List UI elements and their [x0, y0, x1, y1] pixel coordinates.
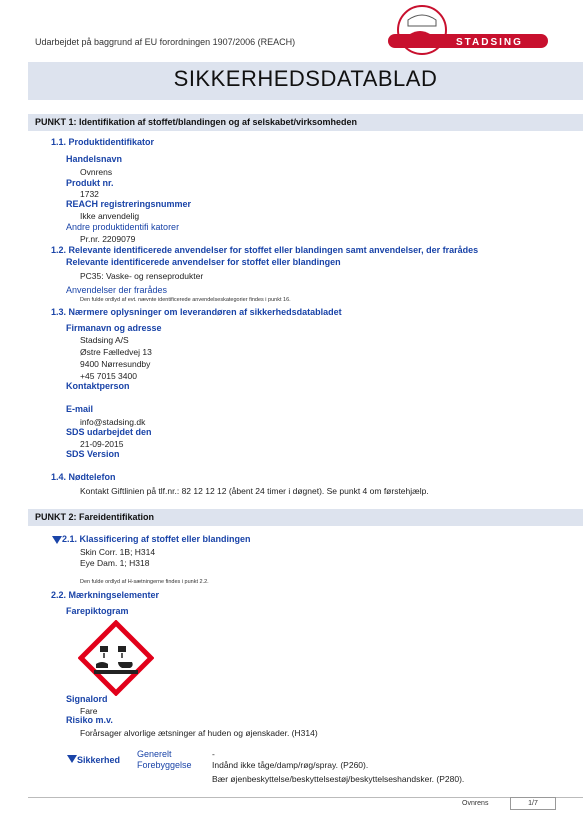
s14-title: 1.4. Nødtelefon [51, 472, 116, 482]
advised-against-label: Anvendelser der frarådes [66, 285, 168, 295]
other-ids-value: Pr.nr. 2209079 [80, 234, 136, 244]
revision-marker-icon [67, 755, 77, 763]
s14-text: Kontakt Giftlinien på tlf.nr.: 82 12 12 12 (åbent 24 timer i døgnet). Se punkt 4 om førstehjælp. [80, 486, 429, 496]
advised-against-note: Den fulde ordlyd af evt. nævnte identificerede anvendelseskategorier findes i punkt 16. [80, 297, 291, 303]
general-label: Generelt [137, 749, 172, 759]
s21-note: Den fulde ordlyd af H-sætningerne findes i punkt 2.2. [80, 579, 209, 585]
page-number: 1/7 [510, 797, 556, 810]
classification-line: Eye Dam. 1; H318 [80, 558, 150, 568]
general-value: - [212, 749, 215, 759]
reach-label: REACH registreringsnummer [66, 199, 192, 209]
reach-value: Ikke anvendelig [80, 211, 140, 221]
corrosive-pictogram-icon [78, 620, 154, 696]
company-line: +45 7015 3400 [80, 371, 137, 381]
prevention-line: Indånd ikke tåge/damp/røg/spray. (P260). [212, 760, 369, 770]
trade-name-label: Handelsnavn [66, 154, 123, 164]
stadsing-logo [380, 4, 550, 56]
other-ids-label: Andre produktidentifi katorer [66, 222, 180, 232]
email-value[interactable]: info@stadsing.dk [80, 417, 146, 427]
footer-product-name: Ovnrens [462, 800, 489, 807]
s12-use: PC35: Vaske- og renseprodukter [80, 271, 204, 281]
product-no-label: Produkt nr. [66, 178, 114, 188]
company-line: Østre Fælledvej 13 [80, 347, 152, 357]
sds-version-label: SDS Version [66, 449, 120, 459]
classification-line: Skin Corr. 1B; H314 [80, 547, 156, 557]
regulation-note: Udarbejdet på baggrund af EU forordningen 1907/2006 (REACH) [35, 37, 296, 47]
s12-subtitle: Relevante identificerede anvendelser for stoffet eller blandingen [66, 257, 341, 267]
trade-name-value: Ovnrens [80, 167, 113, 177]
s21-title: 2.1. Klassificering af stoffet eller blandingen [62, 534, 251, 544]
sds-date-label: SDS udarbejdet den [66, 427, 152, 437]
logo-text: STADSING [456, 37, 523, 48]
s13-title: 1.3. Nærmere oplysninger om leverandøren af sikkerhedsdatabladet [51, 307, 342, 317]
section2-heading: PUNKT 2: Fareidentifikation [35, 512, 155, 522]
document-title: SIKKERHEDSDATABLAD [173, 66, 438, 91]
revision-marker-icon [52, 536, 62, 544]
risk-value: Forårsager alvorlige ætsninger af huden og øjenskader. (H314) [80, 728, 318, 738]
contact-label: Kontaktperson [66, 381, 130, 391]
section1-heading: PUNKT 1: Identifikation af stoffet/blandingen og af selskabet/virksomheden [35, 117, 358, 127]
product-no-value: 1732 [80, 189, 99, 199]
email-label: E-mail [66, 404, 94, 414]
company-label: Firmanavn og adresse [66, 323, 162, 333]
pictogram-label: Farepiktogram [66, 606, 129, 616]
signal-label: Signalord [66, 694, 108, 704]
company-line: Stadsing A/S [80, 335, 129, 345]
signal-value: Fare [80, 706, 98, 716]
prevention-label: Forebyggelse [137, 760, 192, 770]
s22-title: 2.2. Mærkningselementer [51, 590, 160, 600]
prevention-line: Bær øjenbeskyttelse/beskyttelsestøj/beskyttelseshandsker. (P280). [212, 774, 465, 784]
s12-title: 1.2. Relevante identificerede anvendelser for stoffet eller blandingen samt anvendelser, der frarådes [51, 245, 479, 255]
footer-divider [28, 797, 583, 798]
sds-date-value: 21-09-2015 [80, 439, 124, 449]
risk-label: Risiko m.v. [66, 715, 113, 725]
company-line: 9400 Nørresundby [80, 359, 151, 369]
s11-title: 1.1. Produktidentifikator [51, 137, 155, 147]
safety-label: Sikkerhed [77, 755, 121, 765]
